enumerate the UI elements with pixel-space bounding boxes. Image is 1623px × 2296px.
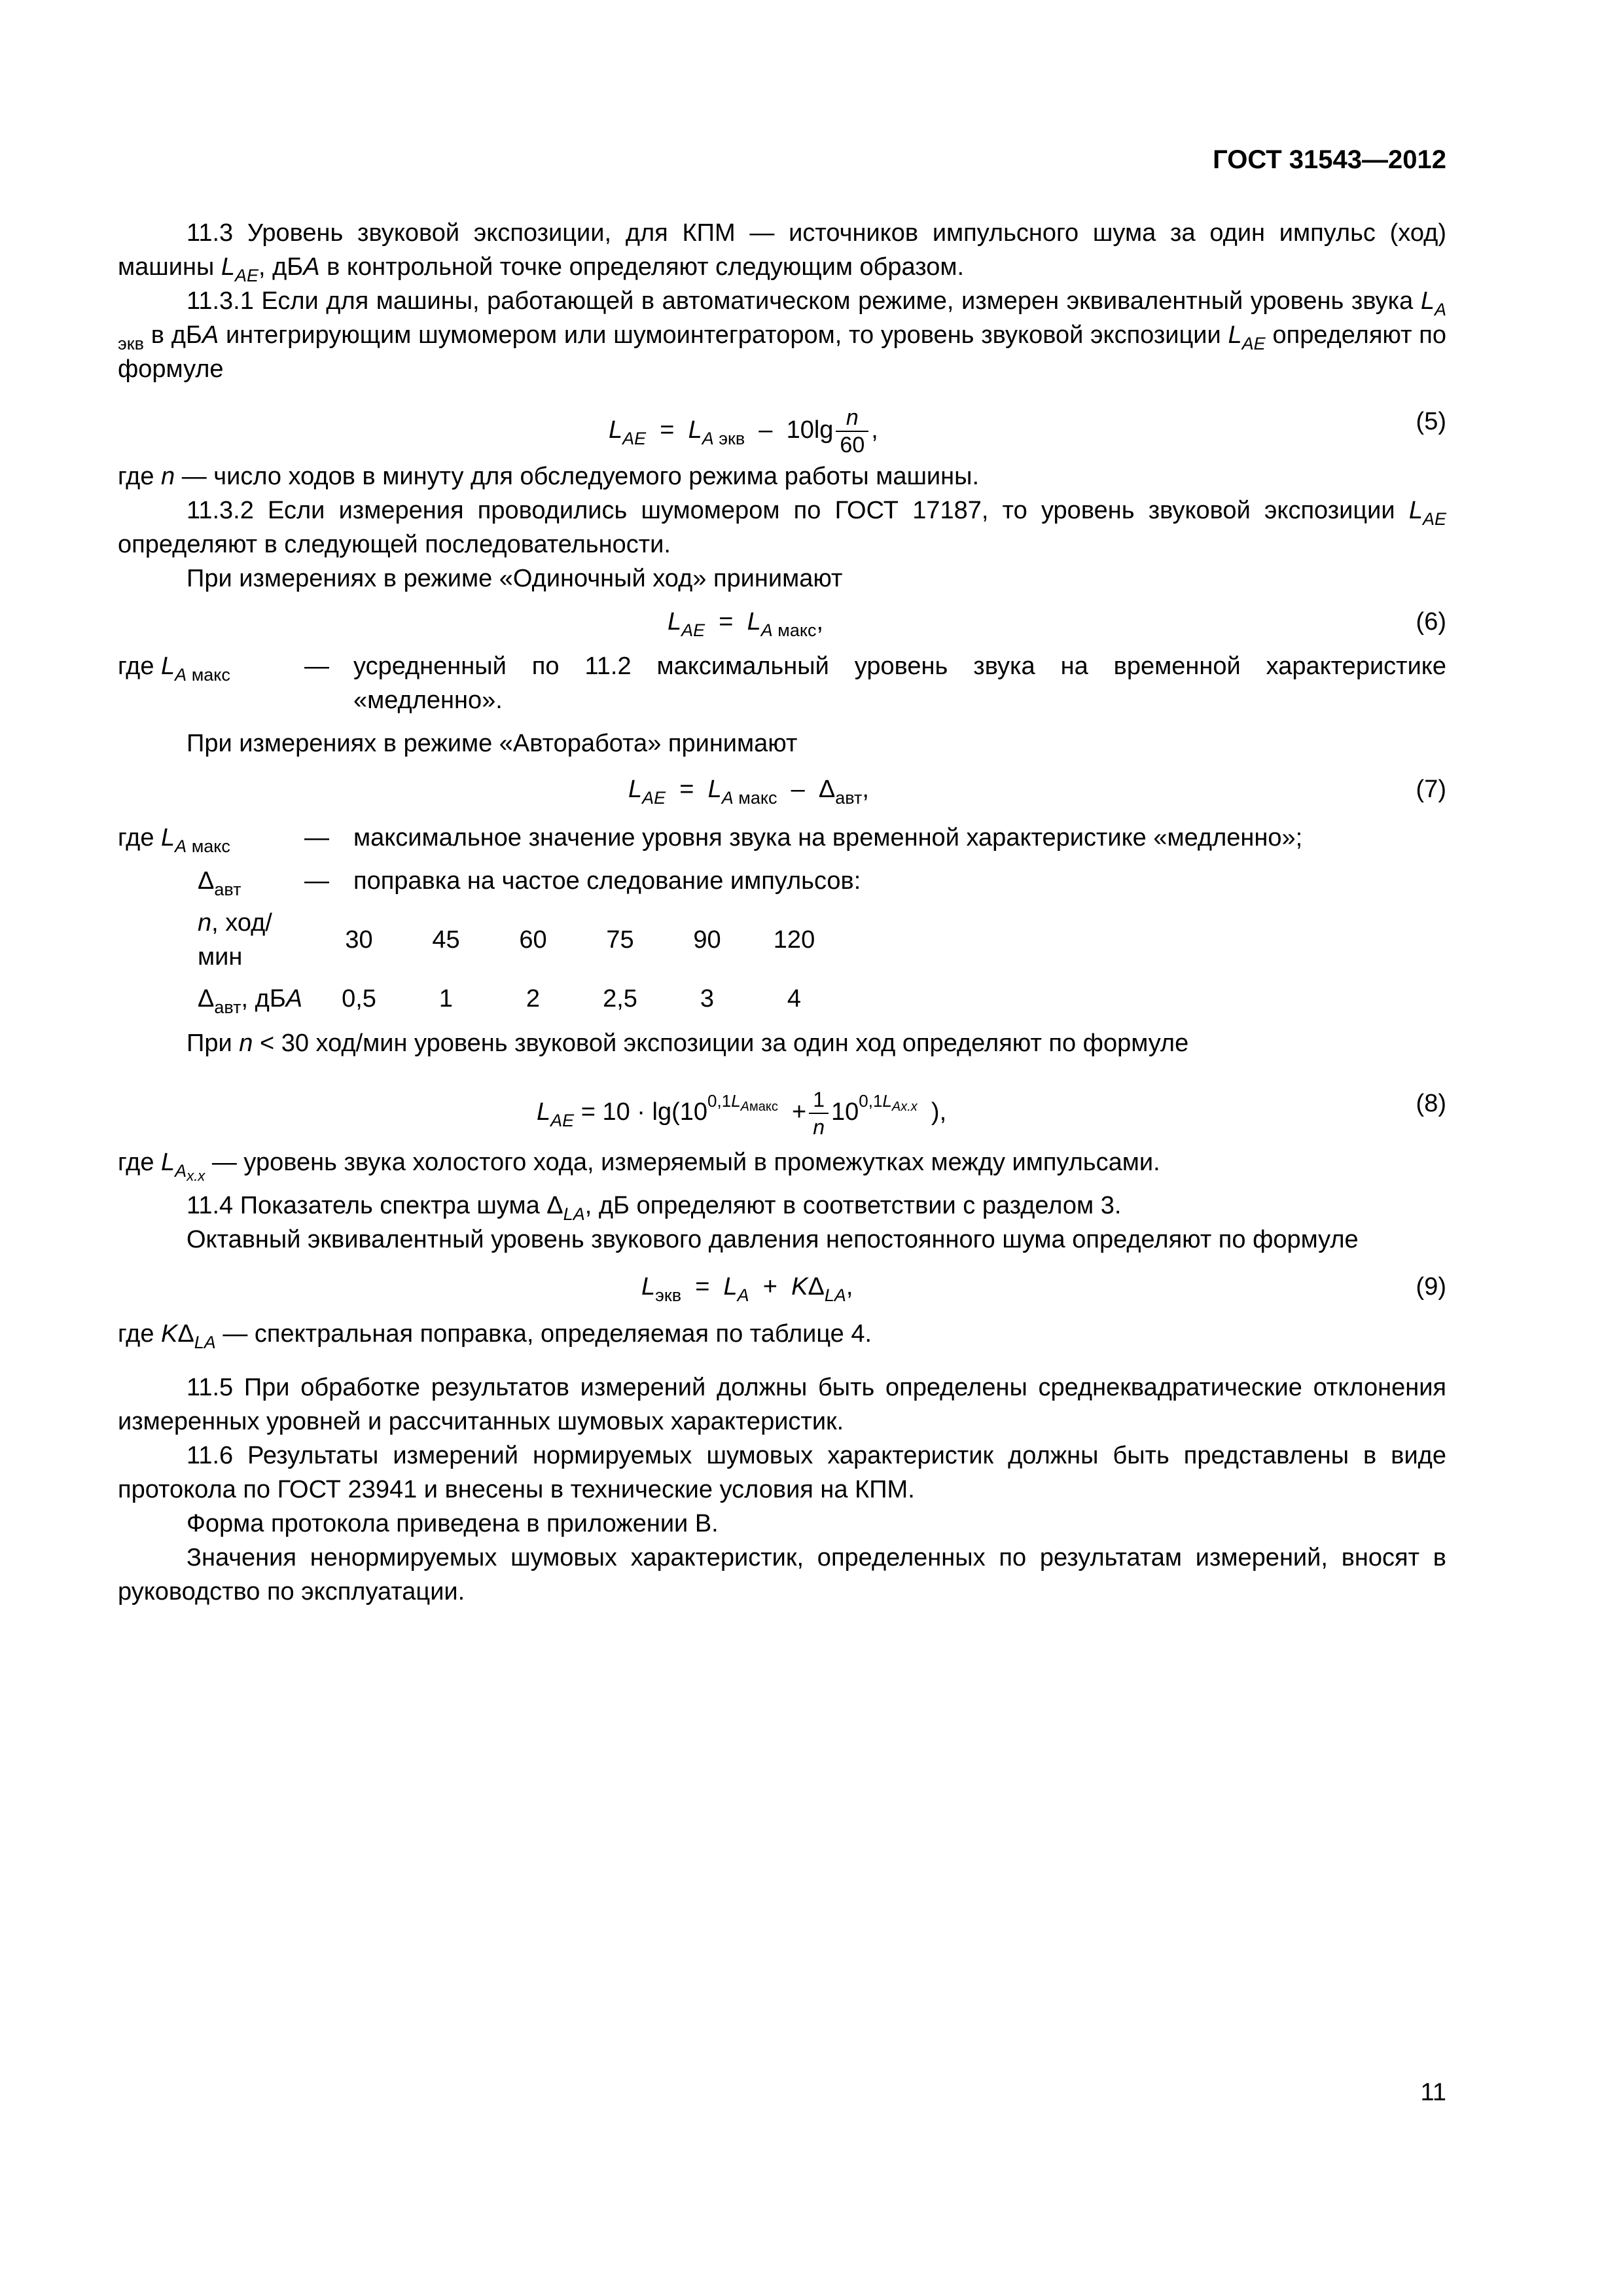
equation-6-formula: $L_{AE} = L_{A макс}$, [668, 608, 824, 640]
paragraph-auto-mode: При измерениях в режиме «Авторабота» принимают [187, 730, 798, 757]
definition-LA-max-6: где $L_{A макс}$ — усредненный по 11.2 максимальный уровень звука на временной характеристике «медленно». [118, 653, 1446, 714]
equation-5-number: (5) [1416, 408, 1446, 435]
equation-9-number: (9) [1416, 1273, 1446, 1300]
paragraph-values: Значения ненормируемых шумовых характеристик, определенных по результатам измерений, вносят в руководство по эксплуатации. [118, 1544, 1446, 1605]
paragraph-11-5: 11.5 При обработке результатов измерений должны быть определены среднеквадратические отклонения измеренных уровней и рассчитанных шумовых характеристик. [118, 1374, 1446, 1435]
fraction-n-60: $\frac{n}{60}$ [836, 404, 868, 458]
equation-5-formula: $L_{AE} = L_{A экв} - 10\lg$ $\frac{n}{60}$ , [609, 405, 878, 457]
equation-8-number: (8) [1416, 1090, 1446, 1117]
equation-7-formula: $L_{AE} = L_{A макс} - \Delta_{авт}$, [628, 776, 869, 808]
document-body [118, 216, 1446, 1609]
paragraph-where-LAxx: где $L_{A_{х.х}}$ — уровень звука холостого хода, измеряемый в промежутках между импульсами. [118, 1149, 1160, 1184]
definition-LA-max-7: где $L_{A макс}$ — максимальное значение уровня звука на временной характеристике «медленно»; [118, 824, 1303, 856]
document-code-header: ГОСТ 31543—2012 [1213, 145, 1446, 174]
paragraph-11-3: 11.3 Уровень звуковой экспозиции, для КПМ — источников импульсного шума за один импульс (ход) машины $L_{AE}$, дБА в контрольной точке определяют следующим образом. [118, 219, 1446, 285]
paragraph-11-3-1: 11.3.1 Если для машины, работающей в автоматическом режиме, измерен эквивалентный уровень звука $L_{A экв}$ в дБА интегрирующим шумомером или шумоинтегратором, то уровень звуковой экспозиции $L_{AE}$ определяют по формуле [118, 287, 1446, 383]
equation-5 [118, 386, 1446, 459]
equation-6 [118, 596, 1446, 649]
paragraph-single-stroke: При измерениях в режиме «Одиночный ход» принимают [187, 565, 843, 592]
equation-9 [118, 1257, 1446, 1317]
paragraph-11-4: 11.4 Показатель спектра шума $\Delta_{LA}$, дБ определяют в соответствии с разделом 3. [187, 1192, 1122, 1224]
equation-8 [118, 1060, 1446, 1145]
fraction-1-n: $\frac{1}{n}$ [809, 1086, 829, 1140]
table-row: n, ход/мин 30 45 60 75 90 120 [198, 909, 815, 971]
paragraph-form: Форма протокола приведена в приложении В. [187, 1510, 719, 1537]
paragraph-lt-30: При n < 30 ход/мин уровень звуковой экспозиции за один ход определяют по формуле [187, 1030, 1189, 1057]
equation-9-formula: $L_{экв} = L_A + K\Delta_{LA}$, [641, 1273, 853, 1305]
paragraph-octave: Октавный эквивалентный уровень звукового давления непостоянного шума определяют по формуле [187, 1226, 1359, 1253]
equation-7 [118, 761, 1446, 821]
paragraph-11-6: 11.6 Результаты измерений нормируемых шумовых характеристик должны быть представлены в виде протокола по ГОСТ 23941 и внесены в технические условия на КПМ. [118, 1442, 1446, 1503]
equation-6-number: (6) [1416, 608, 1446, 636]
correction-table [198, 902, 838, 1020]
table-row: $\Delta_{авт}$, дБА 0,5 1 2 2,5 3 4 [198, 985, 802, 1017]
equation-8-formula: $L_{AE} = 10 \cdot \lg(10^{0,1L_{Aмакс}}$ + $\frac{1}{n}$ $10^{0,1L_{Aх.х}}$ ), [537, 1088, 947, 1139]
definition-delta-avt: $\Delta_{авт}$ — поправка на частое следование импульсов: [198, 867, 861, 899]
paragraph-where-KdeltaLA: где $K\Delta_{LA}$ — спектральная поправка, определяемая по таблице 4. [118, 1320, 872, 1352]
paragraph-where-n: где n — число ходов в минуту для обследуемого режима работы машины. [118, 463, 980, 490]
page-number: 11 [1420, 2079, 1446, 2106]
equation-7-number: (7) [1416, 776, 1446, 803]
paragraph-11-3-2: 11.3.2 Если измерения проводились шумомером по ГОСТ 17187, то уровень звуковой экспозиции $L_{AE}$ определяют в следующей последовательности. [118, 497, 1446, 558]
